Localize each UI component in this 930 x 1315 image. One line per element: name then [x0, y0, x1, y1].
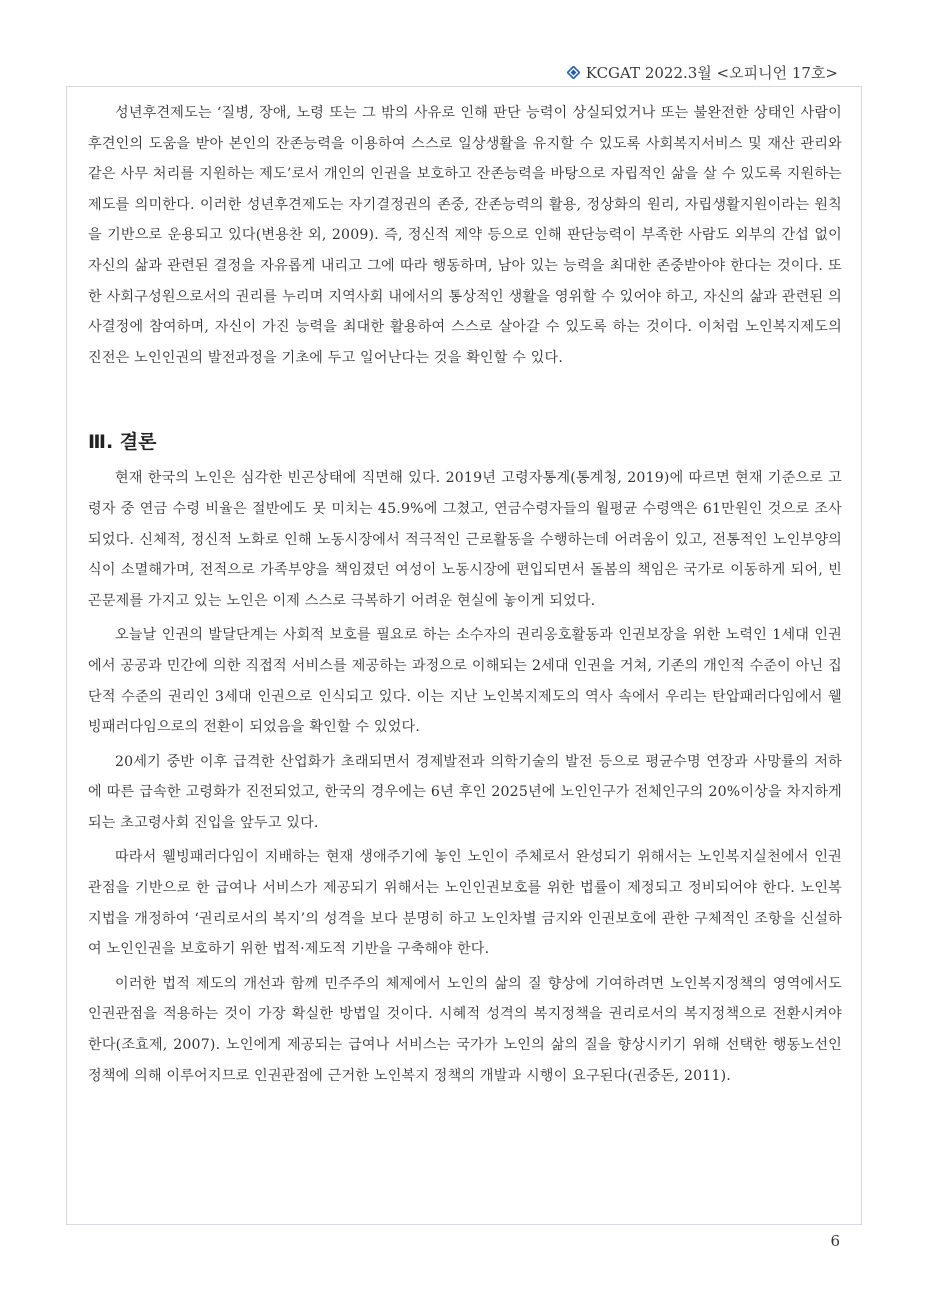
publication-title: KCGAT 2022.3월 <오피니언 17호>: [585, 64, 838, 82]
paragraph: 현재 한국의 노인은 심각한 빈곤상태에 직면해 있다. 2019년 고령자통계(통계청, 2019)에 따르면 현재 기준으로 고령자 중 연금 수령 비율은 절반에도 못 미치는 45.9%에 그쳤고, 연금수령자들의 월평균 수령액은 61만원인 것으로 조사되었다. 신체적, 정신적 노화로 인해 노동시장에서 적극적인 근로활동을 수행하는데 어려움이 있고, 전통적인 노인부양의식이 소멸해가며, 전적으로 가족부양을 책임졌던 여성이 노동시장에 편입되면서 돌봄의 책임은 국가로 이동하게 되어, 빈곤문제를 가지고 있는 노인은 이제 스스로 극복하기 어려운 현실에 놓이게 되었다.: [88, 470, 842, 609]
article-body: [88, 98, 842, 1091]
paragraph: 따라서 웰빙패러다임이 지배하는 현재 생애주기에 놓인 노인이 주체로서 완성되기 위해서는 노인복지실천에서 인권관점을 기반으로 한 급여나 서비스가 제공되기 위해서는 노인인권보호를 위한 법률이 제정되고 정비되어야 한다. 노인복지법을 개정하여 ‘권리로서의 복지’의 성격을 보다 분명히 하고 노인차별 금지와 인권보호에 관한 구체적인 조항을 신설하여 노인인권을 보호하기 위한 법적·제도적 기반을 구축해야 한다.: [88, 849, 842, 958]
section-heading: Ⅲ. 결론: [88, 431, 157, 454]
paragraph-intro: 성년후견제도는 ‘질병, 장애, 노령 또는 그 밖의 사유로 인해 판단 능력이 상실되었거나 또는 불완전한 상태인 사람이 후견인의 도움을 받아 본인의 잔존능력을 이용하여 스스로 일상생활을 유지할 수 있도록 사회복지서비스 및 재산 관리와 같은 사무 처리를 지원하는 제도’로서 개인의 인권을 보호하고 잔존능력을 바탕으로 자립적인 삶을 살 수 있도록 지원하는 제도를 의미한다. 이러한 성년후견제도는 자기결정권의 존중, 잔존능력의 활용, 정상화의 원리, 자립생활지원이라는 원칙을 기반으로 운용되고 있다(변용찬 외, 2009). 즉, 정신적 제약 등으로 인해 판단능력이 부족한 사람도 외부의 간섭 없이 자신의 삶과 관련된 결정을 자유롭게 내리고 그에 따라 행동하며, 남아 있는 능력을 최대한 존중받아야 한다는 것이다. 또한 사회구성원으로서의 권리를 누리며 지역사회 내에서의 통상적인 생활을 영위할 수 있어야 하고, 자신의 삶과 관련된 의사결정에 참여하며, 자신이 가진 능력을 최대한 활용하여 스스로 살아갈 수 있도록 하는 것이다. 이처럼 노인복지제도의 진전은 노인인권의 발전과정을 기초에 두고 일어난다는 것을 확인할 수 있다.: [88, 105, 842, 366]
paragraph: 오늘날 인권의 발달단계는 사회적 보호를 필요로 하는 소수자의 권리옹호활동과 인권보장을 위한 노력인 1세대 인권에서 공공과 민간에 의한 직접적 서비스를 제공하는 과정으로 이해되는 2세대 인권을 거쳐, 기존의 개인적 수준이 아닌 집단적 수준의 권리인 3세대 인권으로 인식되고 있다. 이는 지난 노인복지제도의 역사 속에서 우리는 탄압패러다임에서 웰빙패러다임으로의 전환이 되었음을 확인할 수 있었다.: [88, 627, 842, 736]
page-number: 6: [830, 1232, 840, 1250]
paragraph: 20세기 중반 이후 급격한 산업화가 초래되면서 경제발전과 의학기술의 발전 등으로 평균수명 연장과 사망률의 저하에 따른 급속한 고령화가 진전되었고, 한국의 경우에는 6년 후인 2025년에 노인인구가 전체인구의 20%이상을 차지하게 되는 초고령사회 진입을 앞두고 있다.: [88, 753, 842, 831]
diamond-logo-icon: [567, 66, 580, 79]
paragraph: 이러한 법적 제도의 개선과 함께 민주주의 체제에서 노인의 삶의 질 향상에 기여하려면 노인복지정책의 영역에서도 인권관점을 적용하는 것이 가장 확실한 방법일 것이다. 시혜적 성격의 복지정책을 권리로서의 복지정책으로 전환시켜야 한다(조효제, 2007). 노인에게 제공되는 급여나 서비스는 국가가 노인의 삶의 질을 향상시키기 위해 선택한 행동노선인 정책에 의해 이루어지므로 인권관점에 근거한 노인복지 정책의 개발과 시행이 요구된다(권중돈, 2011).: [88, 975, 842, 1084]
page-header: [567, 62, 838, 83]
